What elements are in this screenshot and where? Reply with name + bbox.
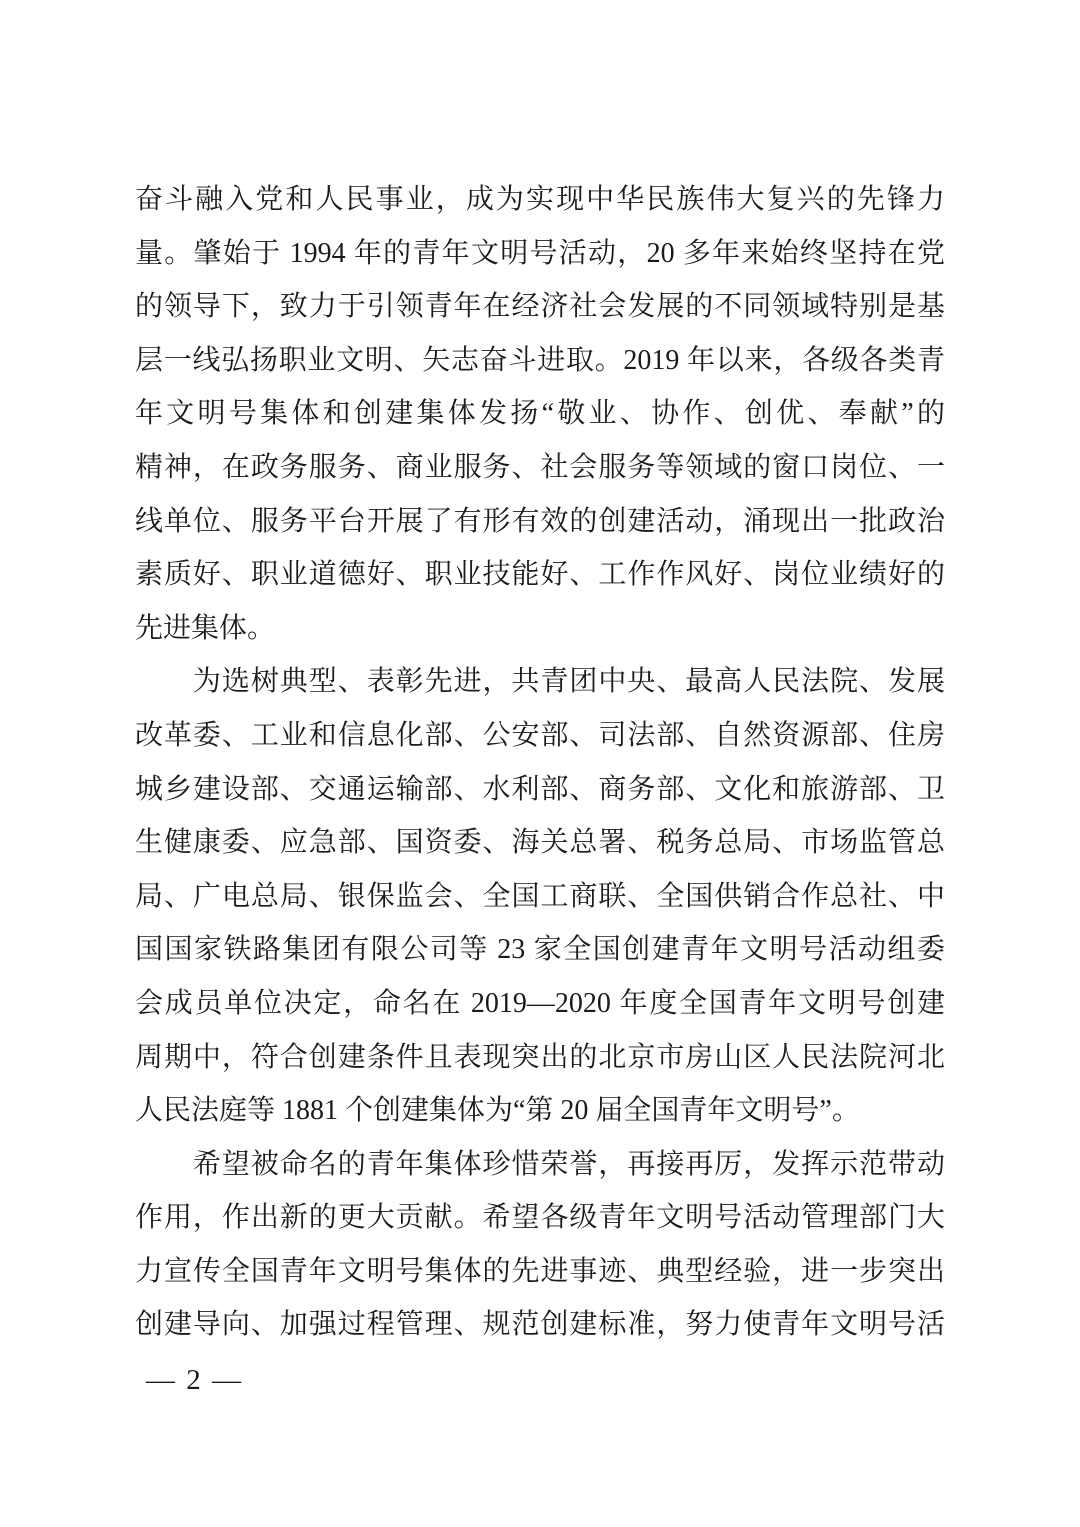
text-line: 国国家铁路集团有限公司等 23 家全国创建青年文明号活动组委	[135, 934, 945, 966]
text-line: 精神，在政务服务、商业服务、社会服务等领域的窗口岗位、一	[135, 451, 945, 483]
text-line: 城乡建设部、交通运输部、水利部、商务部、文化和旅游部、卫	[135, 773, 945, 805]
text-line: 希望被命名的青年集体珍惜荣誉，再接再厉，发挥示范带动	[135, 1148, 945, 1180]
text-line: 会成员单位决定，命名在 2019—2020 年度全国青年文明号创建	[135, 987, 945, 1019]
text-line: 年文明号集体和创建集体发扬“敬业、协作、创优、奉献”的	[135, 398, 945, 430]
text-line: 作用，作出新的更大贡献。希望各级青年文明号活动管理部门大	[135, 1202, 945, 1234]
text-line: 线单位、服务平台开展了有形有效的创建活动，涌现出一批政治	[135, 505, 945, 537]
text-line: 素质好、职业道德好、职业技能好、工作作风好、岗位业绩好的	[135, 559, 945, 591]
text-line: 先进集体。	[135, 612, 276, 644]
text-line: 人民法庭等 1881 个创建集体为“第 20 届全国青年文明号”。	[135, 1095, 860, 1127]
page-number: — 2 —	[146, 1364, 243, 1396]
document-body	[135, 173, 945, 1352]
text-line: 改革委、工业和信息化部、公安部、司法部、自然资源部、住房	[135, 719, 945, 751]
text-line: 的领导下，致力于引领青年在经济社会发展的不同领域特别是基	[135, 291, 945, 323]
text-line: 生健康委、应急部、国资委、海关总署、税务总局、市场监管总	[135, 827, 945, 859]
text-line: 量。肇始于 1994 年的青年文明号活动，20 多年来始终坚持在党	[135, 237, 945, 269]
text-line: 奋斗融入党和人民事业，成为实现中华民族伟大复兴的先锋力	[135, 184, 945, 215]
text-line: 创建导向、加强过程管理、规范创建标准，努力使青年文明号活	[135, 1309, 945, 1341]
text-line: 层一线弘扬职业文明、矢志奋斗进取。2019 年以来，各级各类青	[135, 344, 945, 376]
text-line: 为选树典型、表彰先进，共青团中央、最高人民法院、发展	[135, 666, 945, 698]
text-line: 力宣传全国青年文明号集体的先进事迹、典型经验，进一步突出	[135, 1255, 945, 1287]
text-line: 局、广电总局、银保监会、全国工商联、全国供销合作总社、中	[135, 880, 945, 912]
text-line: 周期中，符合创建条件且表现突出的北京市房山区人民法院河北	[135, 1041, 945, 1073]
